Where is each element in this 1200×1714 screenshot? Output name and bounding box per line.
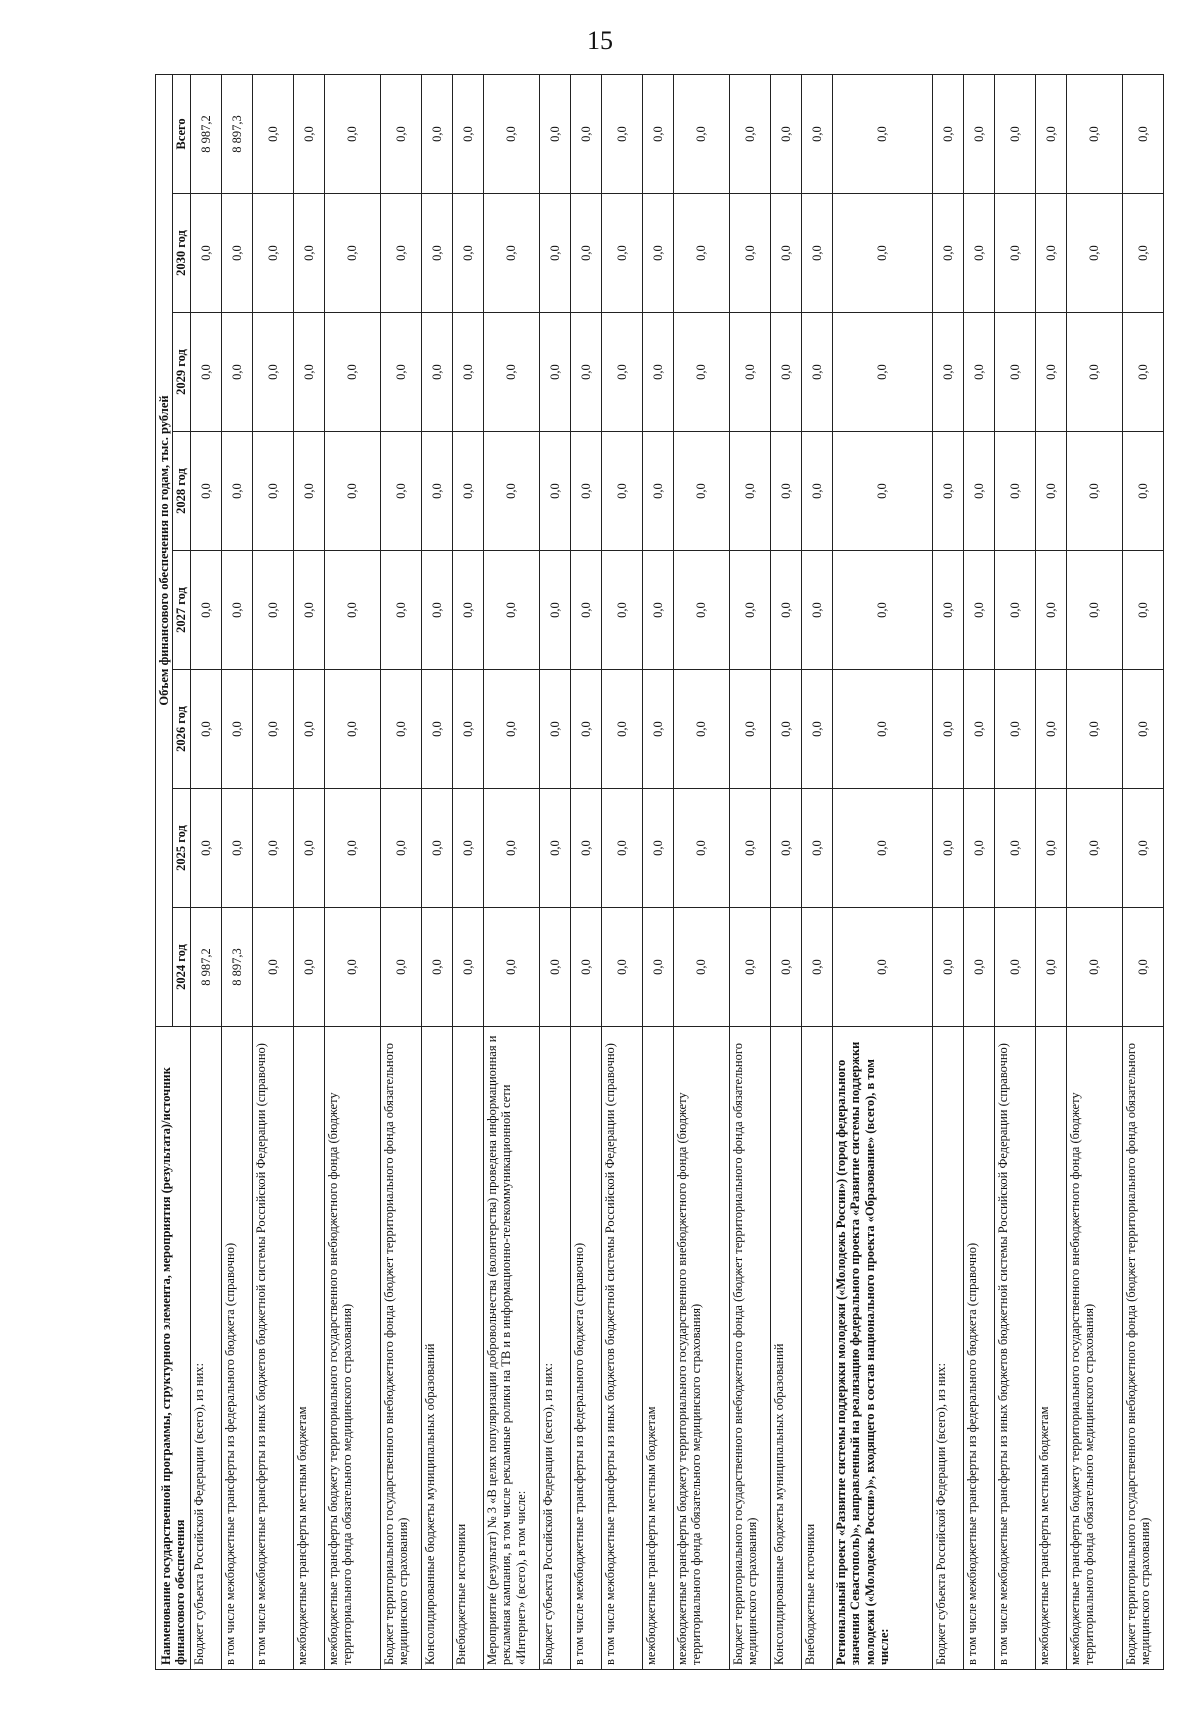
row-value: 0,0	[994, 789, 1035, 908]
row-value: 0,0	[483, 313, 539, 432]
row-value: 0,0	[539, 789, 570, 908]
row-name: Бюджет субъекта Российской Федерации (всего), из них:	[539, 1027, 570, 1670]
row-name: межбюджетные трансферты местным бюджетам	[1035, 1027, 1066, 1670]
table-row	[994, 74, 1035, 1669]
row-value: 0,0	[770, 432, 801, 551]
year-header: Всего	[173, 74, 190, 193]
row-value: 0,0	[252, 670, 293, 789]
row-value: 0,0	[1066, 670, 1122, 789]
row-name: Консолидированные бюджеты муниципальных образований	[770, 1027, 801, 1670]
row-value: 0,0	[770, 670, 801, 789]
row-value: 0,0	[1122, 670, 1163, 789]
year-header: 2027 год	[173, 551, 190, 670]
row-value: 0,0	[452, 74, 483, 193]
row-name: в том числе межбюджетные трансферты из федерального бюджета (справочно)	[221, 1027, 252, 1670]
row-value: 0,0	[252, 551, 293, 670]
table-row	[252, 74, 293, 1669]
table-row	[932, 74, 963, 1669]
year-header: 2029 год	[173, 313, 190, 432]
rotated-table-area	[155, 75, 1153, 1670]
row-name: в том числе межбюджетные трансферты из иных бюджетов бюджетной системы Российской Федерации (справочно)	[994, 1027, 1035, 1670]
table-row	[452, 74, 483, 1669]
row-value: 0,0	[601, 194, 642, 313]
table-row	[380, 74, 421, 1669]
row-value: 0,0	[570, 432, 601, 551]
row-value: 0,0	[729, 194, 770, 313]
row-value: 0,0	[380, 670, 421, 789]
row-value: 0,0	[1035, 789, 1066, 908]
row-value: 0,0	[380, 551, 421, 670]
row-value: 0,0	[421, 313, 452, 432]
row-value: 0,0	[190, 670, 221, 789]
row-name: Бюджет территориального государственного внебюджетного фонда (бюджет территориального фонда обязательного медицинского страхования)	[1122, 1027, 1163, 1670]
row-name: в том числе межбюджетные трансферты из федерального бюджета (справочно)	[570, 1027, 601, 1670]
row-value: 0,0	[801, 313, 832, 432]
row-value: 0,0	[452, 670, 483, 789]
row-value: 0,0	[221, 432, 252, 551]
row-value: 0,0	[570, 670, 601, 789]
row-value: 0,0	[801, 789, 832, 908]
row-value: 0,0	[1122, 432, 1163, 551]
row-value: 0,0	[801, 670, 832, 789]
row-value: 0,0	[190, 551, 221, 670]
row-value: 0,0	[729, 789, 770, 908]
row-value: 0,0	[452, 789, 483, 908]
row-name: Внебюджетные источники	[452, 1027, 483, 1670]
table-body	[190, 74, 1163, 1669]
row-value: 0,0	[483, 908, 539, 1027]
row-value: 0,0	[729, 313, 770, 432]
table-row	[293, 74, 324, 1669]
row-value: 0,0	[221, 194, 252, 313]
row-value: 0,0	[483, 789, 539, 908]
row-value: 0,0	[932, 194, 963, 313]
row-value: 0,0	[801, 551, 832, 670]
row-value: 0,0	[252, 908, 293, 1027]
row-value: 0,0	[963, 908, 994, 1027]
row-value: 0,0	[380, 908, 421, 1027]
row-value: 0,0	[190, 194, 221, 313]
row-value: 0,0	[452, 313, 483, 432]
row-value: 8 897,3	[221, 74, 252, 193]
row-value: 0,0	[1122, 74, 1163, 193]
row-value: 0,0	[832, 313, 932, 432]
row-value: 0,0	[324, 313, 380, 432]
row-value: 0,0	[483, 670, 539, 789]
year-header: 2024 год	[173, 908, 190, 1027]
row-value: 0,0	[324, 74, 380, 193]
row-value: 0,0	[994, 551, 1035, 670]
row-value: 0,0	[673, 789, 729, 908]
row-value: 0,0	[963, 670, 994, 789]
row-value: 0,0	[190, 789, 221, 908]
table-row	[221, 74, 252, 1669]
table-row	[570, 74, 601, 1669]
row-value: 0,0	[1066, 908, 1122, 1027]
row-value: 0,0	[221, 789, 252, 908]
row-name: межбюджетные трансферты бюджету территориального государственного внебюджетного фонда (бюджету территориального фонда обязательного медицинского страхования)	[673, 1027, 729, 1670]
column-group-header: Объем финансового обеспечения по годам, тыс. рублей	[156, 74, 173, 1026]
row-value: 8 897,3	[221, 908, 252, 1027]
row-value: 0,0	[642, 432, 673, 551]
row-value: 0,0	[963, 74, 994, 193]
row-value: 0,0	[729, 74, 770, 193]
row-value: 0,0	[601, 432, 642, 551]
row-value: 0,0	[324, 908, 380, 1027]
row-value: 0,0	[1122, 908, 1163, 1027]
row-value: 0,0	[539, 194, 570, 313]
row-value: 0,0	[673, 194, 729, 313]
row-value: 0,0	[801, 194, 832, 313]
row-value: 0,0	[190, 313, 221, 432]
row-value: 0,0	[673, 670, 729, 789]
row-name: межбюджетные трансферты бюджету территориального государственного внебюджетного фонда (бюджету территориального фонда обязательного медицинского страхования)	[1066, 1027, 1122, 1670]
row-value: 0,0	[932, 74, 963, 193]
row-value: 0,0	[190, 432, 221, 551]
row-value: 0,0	[483, 194, 539, 313]
row-value: 0,0	[324, 432, 380, 551]
row-value: 8 987,2	[190, 908, 221, 1027]
row-value: 0,0	[221, 313, 252, 432]
table-row	[421, 74, 452, 1669]
row-value: 0,0	[832, 432, 932, 551]
row-value: 0,0	[729, 670, 770, 789]
row-value: 0,0	[770, 74, 801, 193]
row-value: 0,0	[601, 551, 642, 670]
row-value: 0,0	[380, 194, 421, 313]
row-value: 0,0	[570, 194, 601, 313]
row-value: 0,0	[601, 908, 642, 1027]
row-value: 0,0	[1066, 789, 1122, 908]
row-value: 0,0	[421, 789, 452, 908]
table-row	[483, 74, 539, 1669]
row-value: 0,0	[729, 432, 770, 551]
row-value: 0,0	[1035, 670, 1066, 789]
row-value: 0,0	[380, 789, 421, 908]
row-value: 0,0	[673, 551, 729, 670]
row-value: 0,0	[673, 74, 729, 193]
row-value: 0,0	[1122, 551, 1163, 670]
row-value: 0,0	[994, 313, 1035, 432]
row-value: 0,0	[293, 908, 324, 1027]
row-value: 0,0	[1066, 551, 1122, 670]
row-name: Мероприятие (результат) № 3 «В целях популяризации добровольчества (волонтерства) проведена информационная и рекламная кампания, в том числе рекламные ролики на ТВ и в информационно-телекоммуникационной сети «Интернет» (всего), в том числе:	[483, 1027, 539, 1670]
row-value: 0,0	[994, 194, 1035, 313]
row-value: 0,0	[1035, 313, 1066, 432]
table-row	[539, 74, 570, 1669]
row-value: 0,0	[1066, 313, 1122, 432]
row-value: 0,0	[963, 194, 994, 313]
year-header: 2028 год	[173, 432, 190, 551]
row-value: 0,0	[770, 908, 801, 1027]
row-value: 0,0	[832, 908, 932, 1027]
row-value: 0,0	[221, 670, 252, 789]
row-name: в том числе межбюджетные трансферты из федерального бюджета (справочно)	[963, 1027, 994, 1670]
table-row	[642, 74, 673, 1669]
row-value: 0,0	[421, 551, 452, 670]
row-value: 0,0	[963, 432, 994, 551]
row-name: межбюджетные трансферты местным бюджетам	[293, 1027, 324, 1670]
row-value: 0,0	[421, 670, 452, 789]
row-value: 0,0	[252, 789, 293, 908]
row-value: 0,0	[642, 194, 673, 313]
table-row	[1066, 74, 1122, 1669]
row-name: Бюджет субъекта Российской Федерации (всего), из них:	[932, 1027, 963, 1670]
table-row	[1035, 74, 1066, 1669]
row-value: 0,0	[601, 670, 642, 789]
rotated-page	[155, 75, 1153, 1670]
table-row	[770, 74, 801, 1669]
row-value: 0,0	[994, 670, 1035, 789]
row-value: 0,0	[483, 551, 539, 670]
row-value: 0,0	[539, 908, 570, 1027]
row-value: 0,0	[1035, 908, 1066, 1027]
row-name: Бюджет субъекта Российской Федерации (всего), из них:	[190, 1027, 221, 1670]
table-row	[801, 74, 832, 1669]
row-value: 0,0	[801, 74, 832, 193]
row-value: 0,0	[673, 313, 729, 432]
row-value: 0,0	[293, 670, 324, 789]
row-value: 0,0	[770, 313, 801, 432]
row-value: 0,0	[832, 194, 932, 313]
row-value: 0,0	[642, 74, 673, 193]
row-value: 0,0	[539, 670, 570, 789]
row-value: 0,0	[673, 908, 729, 1027]
table-row	[601, 74, 642, 1669]
year-header: 2025 год	[173, 789, 190, 908]
row-value: 0,0	[252, 432, 293, 551]
row-value: 0,0	[832, 789, 932, 908]
row-value: 0,0	[570, 74, 601, 193]
table-row	[729, 74, 770, 1669]
row-name: Бюджет территориального государственного внебюджетного фонда (бюджет территориального фонда обязательного медицинского страхования)	[729, 1027, 770, 1670]
row-value: 0,0	[642, 313, 673, 432]
row-value: 0,0	[539, 313, 570, 432]
table-row	[1122, 74, 1163, 1669]
row-value: 0,0	[642, 908, 673, 1027]
row-value: 0,0	[642, 789, 673, 908]
row-value: 0,0	[452, 194, 483, 313]
row-value: 0,0	[293, 551, 324, 670]
row-value: 0,0	[932, 789, 963, 908]
row-value: 0,0	[539, 551, 570, 670]
row-value: 0,0	[483, 74, 539, 193]
row-value: 0,0	[601, 313, 642, 432]
row-value: 0,0	[963, 313, 994, 432]
row-value: 0,0	[293, 432, 324, 551]
row-value: 0,0	[293, 789, 324, 908]
row-value: 0,0	[252, 313, 293, 432]
row-name: Консолидированные бюджеты муниципальных образований	[421, 1027, 452, 1670]
row-value: 0,0	[994, 74, 1035, 193]
row-value: 0,0	[1066, 74, 1122, 193]
row-value: 0,0	[932, 313, 963, 432]
table-header	[156, 74, 191, 1669]
row-name: межбюджетные трансферты местным бюджетам	[642, 1027, 673, 1670]
row-value: 0,0	[421, 908, 452, 1027]
row-value: 0,0	[1122, 313, 1163, 432]
row-value: 0,0	[1035, 74, 1066, 193]
row-value: 0,0	[252, 74, 293, 193]
row-value: 0,0	[963, 789, 994, 908]
row-value: 0,0	[570, 908, 601, 1027]
page-number: 15	[587, 26, 613, 55]
row-value: 0,0	[673, 432, 729, 551]
row-value: 0,0	[932, 551, 963, 670]
row-value: 0,0	[729, 551, 770, 670]
row-value: 0,0	[293, 313, 324, 432]
row-value: 0,0	[932, 908, 963, 1027]
row-value: 0,0	[801, 432, 832, 551]
row-value: 0,0	[1066, 194, 1122, 313]
row-value: 0,0	[1066, 432, 1122, 551]
row-value: 0,0	[452, 551, 483, 670]
row-value: 0,0	[421, 432, 452, 551]
row-value: 0,0	[963, 551, 994, 670]
row-value: 0,0	[1035, 432, 1066, 551]
row-value: 0,0	[539, 74, 570, 193]
year-header: 2026 год	[173, 670, 190, 789]
row-value: 0,0	[293, 74, 324, 193]
row-value: 0,0	[1035, 194, 1066, 313]
row-value: 0,0	[729, 908, 770, 1027]
row-value: 0,0	[570, 789, 601, 908]
row-value: 0,0	[832, 670, 932, 789]
row-value: 0,0	[324, 670, 380, 789]
row-name: межбюджетные трансферты бюджету территориального государственного внебюджетного фонда (бюджету территориального фонда обязательного медицинского страхования)	[324, 1027, 380, 1670]
row-value: 0,0	[570, 313, 601, 432]
table-row	[324, 74, 380, 1669]
table-row	[832, 74, 932, 1669]
row-value: 0,0	[932, 670, 963, 789]
row-value: 0,0	[221, 551, 252, 670]
column-header-name: Наименование государственной программы, структурного элемента, мероприятия (результата)/источник финансового обеспечения	[156, 1027, 191, 1670]
row-value: 0,0	[452, 432, 483, 551]
row-value: 0,0	[1035, 551, 1066, 670]
row-value: 0,0	[642, 551, 673, 670]
row-value: 0,0	[770, 551, 801, 670]
row-name: в том числе межбюджетные трансферты из иных бюджетов бюджетной системы Российской Федерации (справочно)	[252, 1027, 293, 1670]
row-value: 0,0	[1122, 789, 1163, 908]
table-row	[190, 74, 221, 1669]
row-value: 0,0	[539, 432, 570, 551]
row-value: 0,0	[1122, 194, 1163, 313]
row-name: Внебюджетные источники	[801, 1027, 832, 1670]
row-value: 0,0	[324, 551, 380, 670]
row-value: 0,0	[832, 551, 932, 670]
row-value: 0,0	[832, 74, 932, 193]
row-value: 0,0	[380, 313, 421, 432]
row-value: 0,0	[770, 789, 801, 908]
row-value: 0,0	[483, 432, 539, 551]
row-name: Региональный проект «Развитие системы поддержки молодежи («Молодежь России») (город федерального значения Севастополь)», направленный на реализацию федерального проекта «Развитие системы поддержки молодежи («Молодежь России»)», входящего в состав национального проекта «Образование» (всего), в том числе:	[832, 1027, 932, 1670]
row-value: 0,0	[994, 908, 1035, 1027]
row-value: 0,0	[380, 432, 421, 551]
row-name: Бюджет территориального государственного внебюджетного фонда (бюджет территориального фонда обязательного медицинского страхования)	[380, 1027, 421, 1670]
row-value: 0,0	[324, 194, 380, 313]
row-value: 0,0	[601, 789, 642, 908]
row-value: 0,0	[601, 74, 642, 193]
row-value: 0,0	[770, 194, 801, 313]
row-value: 0,0	[994, 432, 1035, 551]
row-value: 0,0	[801, 908, 832, 1027]
year-header: 2030 год	[173, 194, 190, 313]
table-row	[963, 74, 994, 1669]
row-value: 0,0	[932, 432, 963, 551]
row-value: 0,0	[293, 194, 324, 313]
row-value: 0,0	[324, 789, 380, 908]
row-value: 0,0	[570, 551, 601, 670]
table-row	[673, 74, 729, 1669]
row-value: 0,0	[421, 74, 452, 193]
row-value: 0,0	[452, 908, 483, 1027]
row-value: 8 987,2	[190, 74, 221, 193]
row-name: в том числе межбюджетные трансферты из иных бюджетов бюджетной системы Российской Федерации (справочно)	[601, 1027, 642, 1670]
financing-table	[155, 74, 1164, 1670]
row-value: 0,0	[642, 670, 673, 789]
row-value: 0,0	[252, 194, 293, 313]
row-value: 0,0	[380, 74, 421, 193]
row-value: 0,0	[421, 194, 452, 313]
